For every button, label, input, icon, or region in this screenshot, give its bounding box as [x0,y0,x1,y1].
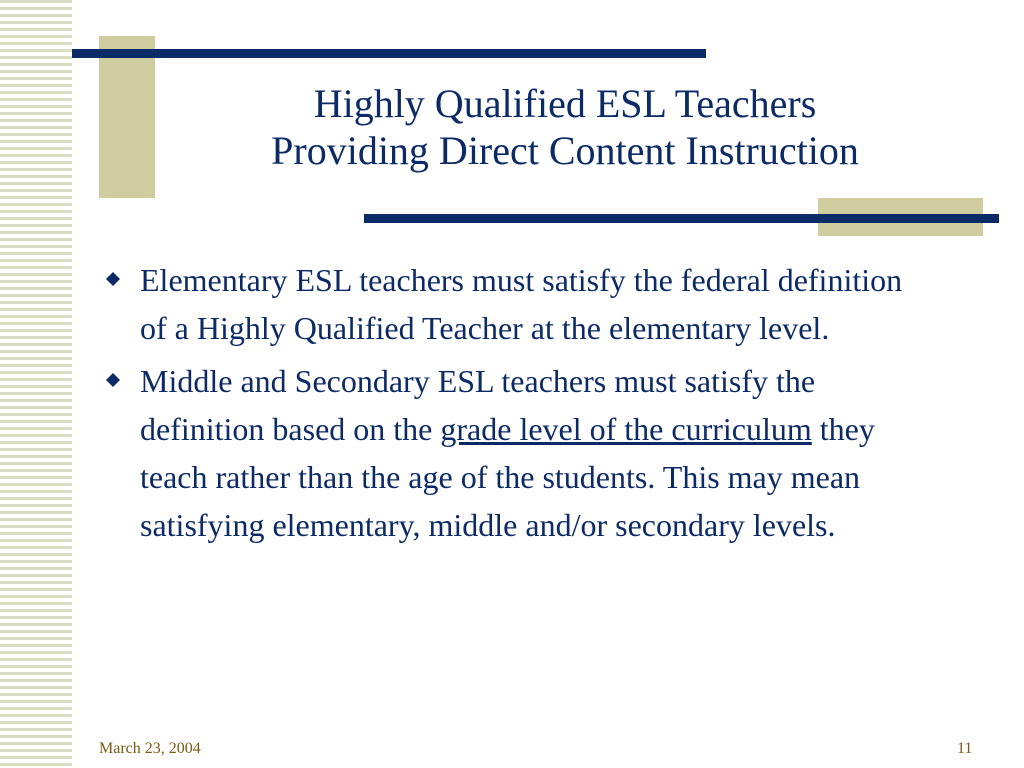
bullet-item [104,256,934,352]
bullet-underlined-phrase: grade level of the curriculum [440,411,812,447]
bullet-list [104,256,934,554]
title-rule-top [72,49,706,58]
slide-title-line-1: Highly Qualified ESL Teachers [313,81,817,126]
footer-date: March 23, 2004 [99,740,201,757]
title-rule-bottom [364,214,999,223]
bullet-text-after: they teach rather than the age of the students. This may mean satisfying elementary, middle and/or secondary levels. [140,411,875,543]
diamond-bullet-icon [106,272,120,286]
bullet-text: Elementary ESL teachers must satisfy the federal definition of a Highly Qualified Teacher at the elementary level. [140,262,903,346]
accent-block-left [99,36,155,198]
slide-title-line-2: Providing Direct Content Instruction [271,128,859,173]
decorative-stripe-bar [0,0,72,768]
bullet-text-before: Middle and Secondary ESL teachers must satisfy the definition based on the [140,363,816,447]
diamond-bullet-icon [106,373,120,387]
slide-title [160,80,970,174]
bullet-item [104,357,934,549]
footer-page-number: 11 [957,740,973,757]
